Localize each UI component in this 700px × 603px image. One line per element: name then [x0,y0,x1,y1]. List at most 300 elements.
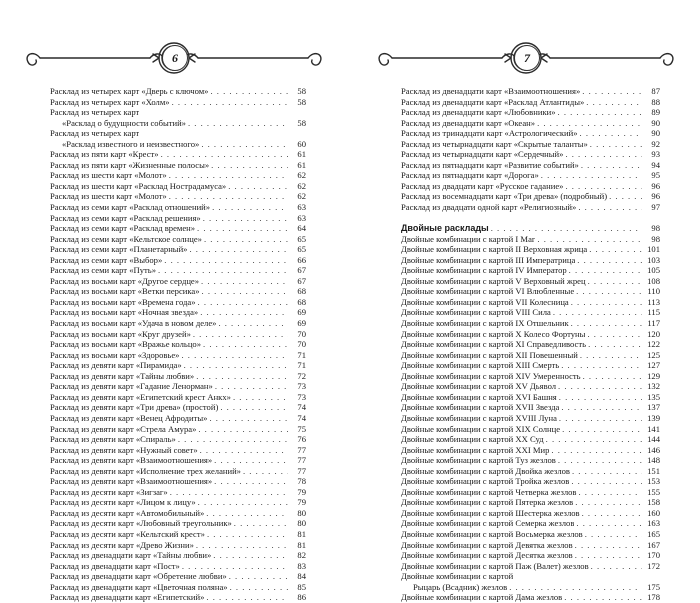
toc-entry-title: «Расклад о будущности событий» [62,117,186,128]
dot-leader [209,413,288,424]
toc-entry [50,318,306,329]
dot-leader [207,529,288,540]
toc-entry-title: Двойные комбинации с картой Туз жезлов [401,455,556,466]
toc-entry [401,107,660,118]
toc-entry [401,329,660,340]
dot-leader [169,170,288,181]
toc-entry-page-number: 92 [651,138,660,149]
toc-entry [401,392,660,403]
dot-leader [578,202,642,213]
toc-entry-title: Двойные комбинации с картой VII Колесница [401,296,569,307]
toc-entry-title: Двойные комбинации с картой XV Дьявол [401,381,557,392]
toc-entry-page-number: 80 [297,518,306,529]
dot-leader [564,592,642,603]
toc-entry-page-number: 110 [647,286,660,297]
toc-entry-title: Двойные комбинации с картой II Верховная жрица [401,244,588,255]
toc-entry-page-number: 148 [647,455,660,466]
toc-entry-title: Расклад из восьми карт «Ночная звезда» [50,307,199,318]
toc-entry-page-number: 71 [297,360,306,371]
toc-entry-title: Расклад из девяти карт «Спираль» [50,434,176,445]
toc-entry-page-number: 70 [297,328,306,339]
dot-leader [590,139,642,150]
toc-entry-title: Расклад из восьми карт «Ветки персика» [50,286,200,297]
toc-entry-title: Расклад из двадцати одной карт «Религиозный» [401,202,577,213]
toc-entry-page-number: 96 [651,191,660,202]
dot-leader [571,476,642,487]
toc-entry-page-number: 95 [651,170,660,181]
dot-leader [170,487,288,498]
toc-entry [50,286,306,297]
toc-entry [401,276,660,287]
toc-entry-title: Расклад из двенадцати карт «Пост» [50,560,180,571]
toc-entry-title: Расклад из четырех карт «Холм» [50,96,170,107]
toc-entry [50,339,306,350]
dot-leader [197,223,288,234]
toc-entry-title: Расклад из четырнадцати карт «Сердечный» [401,149,564,160]
dot-leader [582,86,642,97]
toc-entry-title: Расклад из шести карт «Расклад Нострадамуса» [50,180,227,191]
toc-entry-page-number: 65 [297,233,306,244]
toc-entry-page-number: 153 [647,476,660,487]
dot-leader [537,234,642,245]
toc-entry-page-number: 113 [647,296,660,307]
toc-entry [50,97,306,108]
toc-entry [401,455,660,466]
toc-entry-title: Двойные комбинации с картой XIII Смерть [401,360,560,371]
toc-entry-title: Расклад из пяти карт «Жизненные полосы» [50,159,210,170]
dot-leader [206,592,288,603]
toc-entry [401,255,660,266]
toc-entry-title: Расклад из девяти карт «Венец Афродиты» [50,412,208,423]
dot-leader [200,445,288,456]
toc-entry [50,466,306,477]
dot-leader [214,476,288,487]
toc-entry-title: Расклад из восемнадцати карт «Три древа» (подробный) [401,191,608,202]
toc-entry-page-number: 165 [647,528,660,539]
toc-entry [50,128,306,139]
toc-entry-page-number: 62 [297,180,306,191]
toc-entry-page-number: 74 [297,402,306,413]
toc-entry-title: Расклад из семи карт «Выбор» [50,254,163,265]
toc-entry [401,540,660,551]
dot-leader [558,107,642,118]
dot-leader [576,518,642,529]
toc-entry [50,223,306,234]
toc-entry-page-number: 90 [651,117,660,128]
toc-entry [401,350,660,361]
toc-entry-title: Расклад из пятнадцати карт «Дорога» [401,170,539,181]
toc-entry-page-number: 103 [647,254,660,265]
toc-entry [50,571,306,582]
dot-leader [572,466,642,477]
toc-entry-page-number: 160 [647,507,660,518]
toc-entry-page-number: 132 [647,381,660,392]
toc-entry [50,307,306,318]
toc-entry-title: Расклад из девяти карт «Пирамида» [50,360,182,371]
toc-entry [401,86,660,97]
toc-entry [50,329,306,340]
toc-entry [50,487,306,498]
toc-entry [50,255,306,266]
dot-leader [212,202,288,213]
toc-entry-page-number: 127 [647,360,660,371]
dot-leader [585,529,642,540]
toc-entry-page-number: 146 [647,444,660,455]
toc-entry [50,529,306,540]
toc-entry-title: Расклад из восьми карт «Круг друзей» [50,328,191,339]
toc-entry-title: Двойные комбинации с картой I Маг [401,233,536,244]
toc-entry-title: Двойные комбинации с картой Дама жезлов [401,592,563,603]
toc-entry [50,213,306,224]
toc-entry-page-number: 74 [297,412,306,423]
toc-entry [401,413,660,424]
toc-entry [50,360,306,371]
toc-entry-page-number: 105 [647,265,660,276]
toc-entry-title: Расклад из пятнадцати карт «Развитие событий» [401,159,579,170]
toc-entry-title: Расклад из двенадцати карт «Тайны любви» [50,550,212,561]
toc-entry [50,445,306,456]
dot-leader [588,339,642,350]
toc-entry-page-number: 68 [297,296,306,307]
toc-entry-title: Двойные комбинации с картой VIII Сила [401,307,551,318]
dot-leader [588,276,642,287]
toc-entry-page-number: 98 [651,233,660,244]
toc-entry [401,149,660,160]
toc-entry-page-number: 90 [651,128,660,139]
toc-entry-title: Двойные комбинации с картой Двойка жезлов [401,465,570,476]
toc-entry-page-number: 135 [647,391,660,402]
toc-entry-title: Расклад из девяти карт «Три древа» (простой) [50,402,219,413]
toc-entry-title: Расклад из четырнадцати карт «Скрытые таланты» [401,138,588,149]
toc-entry-page-number: 141 [647,423,660,434]
toc-entry-page-number: 137 [647,402,660,413]
toc-entry [50,413,306,424]
dot-leader [184,360,288,371]
toc-entry-page-number: 85 [297,581,306,592]
toc-entry [401,307,660,318]
dot-leader [172,97,288,108]
toc-entry [401,571,660,582]
toc-entry-page-number: 67 [297,265,306,276]
toc-entry-title: Расклад из восьми карт «Удача в новом деле» [50,318,217,329]
dot-leader [196,371,288,382]
toc-entry-title: Расклад из четырех карт [50,107,140,118]
dot-leader [203,213,288,224]
dot-leader [576,286,642,297]
toc-entry [401,402,660,413]
toc-entry-title: Расклад из восьми карт «Времена года» [50,296,196,307]
toc-entry-page-number: 139 [647,412,660,423]
dot-leader [169,191,288,202]
toc-entry-page-number: 96 [651,180,660,191]
toc-entry [50,434,306,445]
toc-entry [401,424,660,435]
toc-entry-page-number: 69 [297,318,306,329]
dot-leader [575,497,642,508]
toc-entry-page-number: 83 [297,560,306,571]
toc-entry [401,550,660,561]
toc-entry [50,540,306,551]
toc-entry-title: Двойные комбинации с картой XI Справедливость [401,339,587,350]
toc-entry [401,297,660,308]
dot-leader [491,223,642,234]
toc-entry-page-number: 155 [647,486,660,497]
toc-entry-page-number: 63 [297,212,306,223]
toc-entry-page-number: 61 [297,159,306,170]
toc-entry-title: Двойные комбинации с картой XIV Умеренность [401,370,581,381]
toc-entry [401,582,660,593]
toc-entry [401,160,660,171]
toc-entry-page-number: 167 [647,539,660,550]
dot-leader [161,149,288,160]
toc-entry-title: Расклад из двенадцати карт «Расклад Атлантиды» [401,96,585,107]
dot-leader [201,276,288,287]
dot-leader [214,455,288,466]
dot-leader [575,540,642,551]
toc-entry [401,497,660,508]
toc-entry-page-number: 101 [647,244,660,255]
toc-entry-title: Двойные комбинации с картой Пятерка жезлов [401,497,574,508]
dot-leader [562,424,642,435]
toc-entry-page-number: 79 [297,486,306,497]
toc-entry [50,139,306,150]
toc-entry [50,86,306,97]
toc-entry-title: Расклад из девяти карт «Стрела Амура» [50,423,197,434]
toc-entry [401,213,660,224]
toc-entry-page-number: 158 [647,497,660,508]
toc-entry-title: Двойные комбинации с картой [401,571,514,582]
toc-entry-page-number: 66 [297,254,306,265]
toc-entry-title: Двойные комбинации с картой Тройка жезлов [401,476,570,487]
dot-leader [206,508,288,519]
toc-entry-page-number: 77 [297,465,306,476]
toc-entry [401,434,660,445]
table-of-contents-right [401,86,660,603]
toc-entry [50,508,306,519]
toc-entry-title: Расклад из восьми карт «Здоровье» [50,349,180,360]
toc-entry-title: Расклад из десяти карт «Любовный треугольник» [50,518,232,529]
toc-entry-title: Рыцарь (Всадник) жезлов [413,581,508,592]
toc-entry [401,561,660,572]
toc-entry-title: Расклад из тринадцати карт «Астрологический» [401,128,578,139]
toc-entry-title: Двойные расклады [401,223,489,234]
toc-entry [50,191,306,202]
toc-entry [401,487,660,498]
dot-leader [203,339,288,350]
dot-leader [218,318,288,329]
toc-entry-page-number: 64 [297,223,306,234]
dot-leader [558,381,642,392]
toc-entry [401,286,660,297]
toc-entry [50,202,306,213]
toc-entry [50,276,306,287]
toc-entry-page-number: 62 [297,170,306,181]
toc-entry-title: Расклад из девяти карт «Гадание Ленорман» [50,381,213,392]
dot-leader [182,561,288,572]
toc-entry [401,476,660,487]
toc-entry [401,139,660,150]
toc-entry-title: Двойные комбинации с картой IV Император [401,265,567,276]
dot-leader [575,550,642,561]
right-page [350,0,700,603]
toc-entry [401,518,660,529]
toc-entry-title: Расклад из двенадцати карт «Океан» [401,117,536,128]
toc-entry-title: Расклад из семи карт «Путь» [50,265,156,276]
toc-entry-title: Расклад из двенадцати карт «Любовники» [401,107,556,118]
toc-entry-title: Расклад из девяти карт «Тайны любви» [50,370,195,381]
toc-entry-title: Двойные комбинации с картой Паж (Валет) жезлов [401,560,589,571]
toc-entry-title: Двойные комбинации с картой XX Суд [401,434,544,445]
toc-entry-title: Двойные комбинации с картой XXI Мир [401,444,550,455]
toc-entry-title: Расклад из двадцати карт «Русское гадание» [401,180,564,191]
toc-entry-title: Расклад из шести карт «Молот» [50,170,167,181]
toc-entry [401,529,660,540]
toc-entry-page-number: 125 [647,349,660,360]
toc-entry [50,107,306,118]
dot-leader [537,118,642,129]
toc-section-heading [401,223,660,234]
page-number-badge: 6 [162,45,188,71]
toc-entry-title: Расклад из двенадцати карт «Обретение любви» [50,571,227,582]
dot-leader [228,181,288,192]
toc-entry-title: Расклад из девяти карт «Взаимоотношения» [50,476,213,487]
toc-entry-title: Расклад из десяти карт «Лицом к лицу» [50,497,196,508]
dot-leader [230,582,288,593]
dot-leader [581,160,642,171]
table-of-contents-left [50,86,306,603]
toc-entry-page-number: 81 [297,539,306,550]
dot-leader [196,540,288,551]
toc-entry-title: Расклад из семи карт «Планетарный» [50,244,188,255]
toc-entry [401,170,660,181]
dot-leader [220,402,288,413]
toc-entry-title: Расклад из девяти карт «Нужный совет» [50,444,198,455]
toc-entry [50,476,306,487]
toc-entry-title: Двойные комбинации с картой VI Влюбленные [401,286,575,297]
dot-leader [198,424,288,435]
toc-entry-title: Расклад из девяти карт «Взаимоотношения» [50,455,213,466]
dot-leader [198,297,288,308]
dot-leader [193,329,288,340]
toc-entry-page-number: 170 [647,550,660,561]
dot-leader [551,445,642,456]
toc-entry-page-number: 58 [297,117,306,128]
dot-leader [189,244,288,255]
toc-entry-title: Расклад из десяти карт «Древо Жизни» [50,539,194,550]
toc-entry-page-number: 129 [647,370,660,381]
toc-entry [50,381,306,392]
toc-entry-page-number: 63 [297,202,306,213]
dot-leader [579,487,643,498]
toc-entry-page-number: 163 [647,518,660,529]
toc-entry [401,97,660,108]
dot-leader [243,466,288,477]
dot-leader [571,297,642,308]
toc-entry-page-number: 86 [297,592,306,603]
toc-entry-page-number: 78 [297,476,306,487]
toc-entry [401,128,660,139]
toc-entry-title: Двойные комбинации с картой Восьмерка жезлов [401,528,583,539]
toc-entry [50,518,306,529]
toc-entry-page-number: 98 [651,223,660,234]
toc-entry-page-number: 79 [297,497,306,508]
toc-entry-title: Двойные комбинации с картой Четверка жезлов [401,486,577,497]
toc-entry [401,191,660,202]
toc-entry [50,170,306,181]
toc-entry [401,234,660,245]
toc-entry-title: Расклад из восьми карт «Вражье кольцо» [50,339,202,350]
toc-entry-title: Двойные комбинации с картой Семерка жезлов [401,518,575,529]
dot-leader [559,413,642,424]
dot-leader [233,392,288,403]
toc-entry-page-number: 72 [297,370,306,381]
toc-entry [401,592,660,603]
dot-leader [586,97,642,108]
toc-entry [50,424,306,435]
dot-leader [591,561,642,572]
toc-entry-title: Расклад из двенадцати карт «Взаимоотношения» [401,86,581,96]
toc-entry-page-number: 68 [297,286,306,297]
dot-leader [582,508,642,519]
toc-entry-page-number: 73 [297,391,306,402]
toc-entry-page-number: 60 [297,138,306,149]
toc-entry-page-number: 61 [297,149,306,160]
dot-leader [558,455,642,466]
dot-leader [580,350,642,361]
toc-entry-title: Расклад из десяти карт «Кельтский крест» [50,528,205,539]
toc-entry [50,234,306,245]
toc-entry-title: Двойные комбинации с картой III Императрица [401,254,576,265]
dot-leader [587,329,642,340]
toc-entry-title: Двойные комбинации с картой XVIII Луна [401,412,557,423]
dot-leader [561,360,642,371]
toc-entry [401,318,660,329]
toc-entry-title: Расклад из четырех карт «Дверь с ключом» [50,86,209,96]
toc-entry [401,381,660,392]
toc-entry-page-number: 115 [647,307,660,318]
toc-entry-title: Двойные комбинации с картой X Колесо Фортуны [401,328,586,339]
toc-entry [401,244,660,255]
toc-entry [50,371,306,382]
toc-entry-page-number: 73 [297,381,306,392]
dot-leader [164,255,288,266]
toc-entry-page-number: 89 [651,107,660,118]
toc-entry [50,402,306,413]
toc-entry [50,582,306,593]
toc-entry-page-number: 175 [647,581,660,592]
toc-entry-page-number: 144 [647,434,660,445]
dot-leader [609,191,642,202]
toc-entry-page-number: 81 [297,528,306,539]
dot-leader [202,286,288,297]
toc-entry-page-number: 117 [647,318,660,329]
toc-entry-page-number: 76 [297,434,306,445]
toc-entry [401,371,660,382]
dot-leader [181,350,288,361]
toc-entry [401,445,660,456]
toc-entry-page-number: 172 [647,560,660,571]
toc-entry-title: Расклад из четырех карт [50,128,140,139]
toc-entry [50,297,306,308]
dot-leader [229,571,288,582]
toc-entry-title: Расклад из семи карт «Расклад отношений» [50,202,211,213]
toc-entry-page-number: 70 [297,339,306,350]
toc-entry [401,265,660,276]
toc-entry-title: Расклад из шести карт «Молот» [50,191,167,202]
toc-entry-title: Расклад из семи карт «Кельтское солнце» [50,233,202,244]
dot-leader [583,371,642,382]
dot-leader [198,497,288,508]
